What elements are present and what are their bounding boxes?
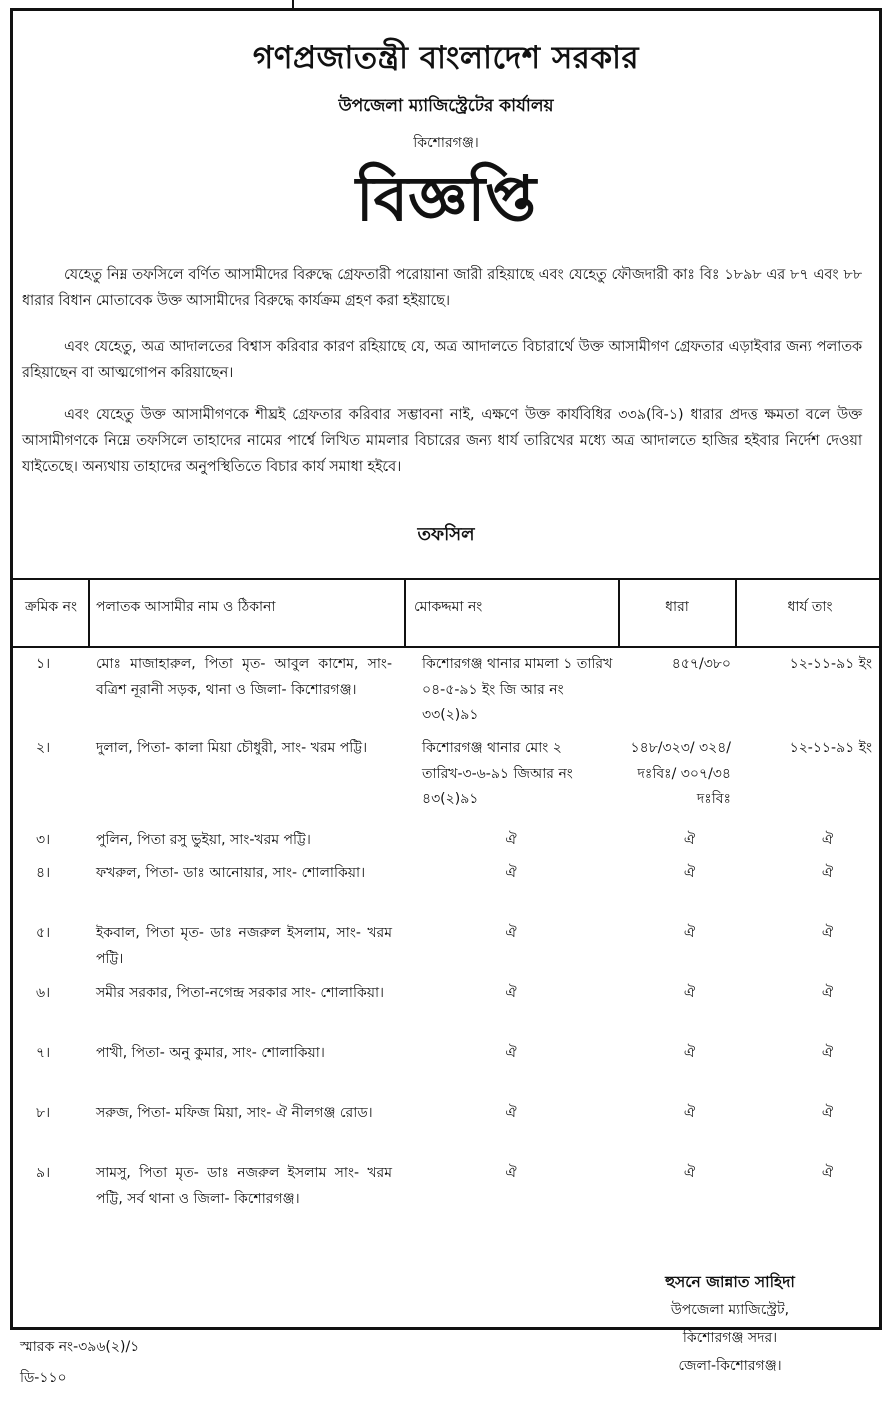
row-case: ঐ	[505, 832, 517, 848]
notice-code: ডি-১১০	[20, 1370, 67, 1386]
row-date: ১২-১১-৯১ ইং	[789, 656, 872, 672]
table-row	[10, 736, 882, 828]
column-divider	[735, 578, 737, 646]
column-divider	[404, 578, 406, 646]
schedule-heading: তফসিল	[417, 524, 475, 545]
row-section: ঐ	[683, 1165, 696, 1181]
header-name-address: পলাতক আসামীর নাম ও ঠিকানা	[96, 599, 276, 615]
row-name: মোঃ মাজাহারুল, পিতা মৃত- আবুল কাশেম, সাং- বত্রিশ নূরানী সড়ক, থানা ও জিলা- কিশোরগঞ্জ।	[96, 656, 392, 698]
column-divider	[88, 578, 90, 646]
row-date: ঐ	[821, 1105, 834, 1121]
signatory-name: হুসনে জান্নাত সাহিদা	[665, 1273, 795, 1291]
row-case: ঐ	[505, 1105, 517, 1121]
row-name: ফখরুল, পিতা- ডাঃ আনোয়ার, সাং- শোলাকিয়া।	[96, 865, 366, 881]
memo-number: স্মারক নং-৩৯৬(২)/১	[20, 1339, 140, 1355]
row-section: ৪৫৭/৩৮০	[671, 656, 731, 672]
table-top-rule	[10, 578, 882, 580]
table-row	[10, 921, 882, 981]
row-case: ঐ	[505, 865, 517, 881]
row-serial: ১।	[36, 656, 51, 672]
row-date: ঐ	[821, 832, 834, 848]
signatory-office: কিশোরগঞ্জ সদর।	[682, 1330, 778, 1346]
row-case: ঐ	[505, 925, 517, 941]
row-name: পুলিন, পিতা রসু ভুইয়া, সাং-খরম পট্টি।	[96, 832, 311, 848]
row-serial: ৪।	[36, 865, 51, 881]
row-date: ঐ	[821, 1045, 834, 1061]
office-heading: উপজেলা ম্যাজিস্ট্রেটের কার্যালয়	[338, 96, 554, 116]
row-name: সমীর সরকার, পিতা-নগেন্দ্র সরকার সাং- শোলাকিয়া।	[96, 985, 385, 1001]
row-case: কিশোরগঞ্জ থানার মোং ২ তারিখ-৩-৬-৯১ জিআর নং ৪৩(২)৯১	[422, 740, 573, 807]
row-name: সরুজ, পিতা- মফিজ মিয়া, সাং- ঐ নীলগঞ্জ রোড।	[96, 1105, 373, 1121]
notice-title: বিজ্ঞপ্তি	[355, 162, 537, 235]
paragraph-3: এবং যেহেতু উক্ত আসামীগণকে শীঘ্রই গ্রেফতার করিবার সম্ভাবনা নাই, এক্ষণে উক্ত কার্যবিধির ৩৩৯(বি-১) ধারার প্রদত্ত ক্ষমতা বলে উক্ত আসামীগণকে নিম্নে তফসিলে তাহাদের নামের পার্শ্বে লিখিত মামলার বিচারের জন্য ধার্য তারিখের মধ্যে অত্র আদালতে হাজির হইবার নির্দেশ দেওয়া যাইতেছে। অন্যথায় তাহাদের অনুপস্থিতিতে বিচার কার্য সমাধা হইবে।	[22, 407, 862, 475]
row-case: ঐ	[505, 1045, 517, 1061]
row-section: ঐ	[683, 925, 696, 941]
government-heading: গণপ্রজাতন্ত্রী বাংলাদেশ সরকার	[252, 40, 640, 76]
signatory-designation: উপজেলা ম্যাজিস্ট্রেট,	[670, 1302, 790, 1318]
row-serial: ৫।	[36, 925, 51, 941]
row-case: কিশোরগঞ্জ থানার মামলা ১ তারিখ ০৪-৫-৯১ ইং জি আর নং ৩৩(২)৯১	[422, 656, 613, 723]
header-date: ধার্য তাং	[787, 599, 833, 615]
table-header-rule	[10, 646, 882, 648]
table-row	[10, 652, 882, 736]
row-name: পাখী, পিতা- অনু কুমার, সাং- শোলাকিয়া।	[96, 1045, 325, 1061]
row-section: ১৪৮/৩২৩/ ৩২৪/দঃবিঃ/ ৩০৭/৩৪ দঃবিঃ	[630, 740, 731, 807]
paragraph-1: যেহেতু নিম্ন তফসিলে বর্ণিত আসামীদের বিরুদ্ধে গ্রেফতারী পরোয়ানা জারী রহিয়াছে এবং যেহেতু ফৌজদারী কাঃ বিঃ ১৮৯৮ এর ৮৭ এবং ৮৮ ধারার বিধান মোতাবেক উক্ত আসামীদের বিরুদ্ধে কার্যক্রম গ্রহণ করা হইয়াছে।	[22, 267, 862, 309]
column-divider	[618, 578, 620, 646]
table-row	[10, 1041, 882, 1101]
table-row	[10, 828, 882, 861]
location-heading: কিশোরগঞ্জ।	[413, 135, 479, 151]
row-case: ঐ	[505, 985, 517, 1001]
header-case-no: মোকদ্দমা নং	[414, 599, 483, 615]
row-section: ঐ	[683, 865, 696, 881]
row-section: ঐ	[683, 1045, 696, 1061]
row-date: ঐ	[821, 925, 834, 941]
row-case: ঐ	[505, 1165, 517, 1181]
row-serial: ৬।	[36, 985, 51, 1001]
row-date: ঐ	[821, 1165, 834, 1181]
table-row	[10, 1161, 882, 1241]
row-date: ঐ	[821, 985, 834, 1001]
row-serial: ৭।	[36, 1045, 51, 1061]
header-serial: ক্রমিক নং	[24, 599, 78, 615]
table-row	[10, 981, 882, 1041]
paragraph-2: এবং যেহেতু, অত্র আদালতের বিশ্বাস করিবার কারণ রহিয়াছে যে, অত্র আদালতে বিচারার্থে উক্ত আসামীগণ গ্রেফতার এড়াইবার জন্য পলাতক রহিয়াছেন বা আত্মগোপন করিয়াছেন।	[22, 339, 862, 381]
row-name: সামসু, পিতা মৃত- ডাঃ নজরুল ইসলাম সাং- খরম পট্টি, সর্ব থানা ও জিলা- কিশোরগঞ্জ।	[96, 1165, 392, 1207]
table-row	[10, 861, 882, 921]
row-serial: ২।	[36, 740, 51, 756]
header-section: ধারা	[665, 599, 689, 615]
row-date: ঐ	[821, 865, 834, 881]
signature-block	[590, 1268, 870, 1380]
table-row	[10, 1101, 882, 1161]
row-serial: ৩।	[36, 832, 51, 848]
row-section: ঐ	[683, 1105, 696, 1121]
row-section: ঐ	[683, 985, 696, 1001]
row-name: ইকবাল, পিতা মৃত- ডাঃ নজরুল ইসলাম, সাং- খরম পট্টি।	[96, 925, 392, 967]
row-serial: ৯।	[36, 1165, 51, 1181]
row-date: ১২-১১-৯১ ইং	[789, 740, 872, 756]
signatory-district: জেলা-কিশোরগঞ্জ।	[678, 1358, 782, 1374]
schedule-table-body	[10, 652, 882, 1241]
row-section: ঐ	[683, 832, 696, 848]
row-name: দুলাল, পিতা- কালা মিয়া চৌধুরী, সাং- খরম পট্টি।	[96, 740, 368, 756]
row-serial: ৮।	[36, 1105, 51, 1121]
